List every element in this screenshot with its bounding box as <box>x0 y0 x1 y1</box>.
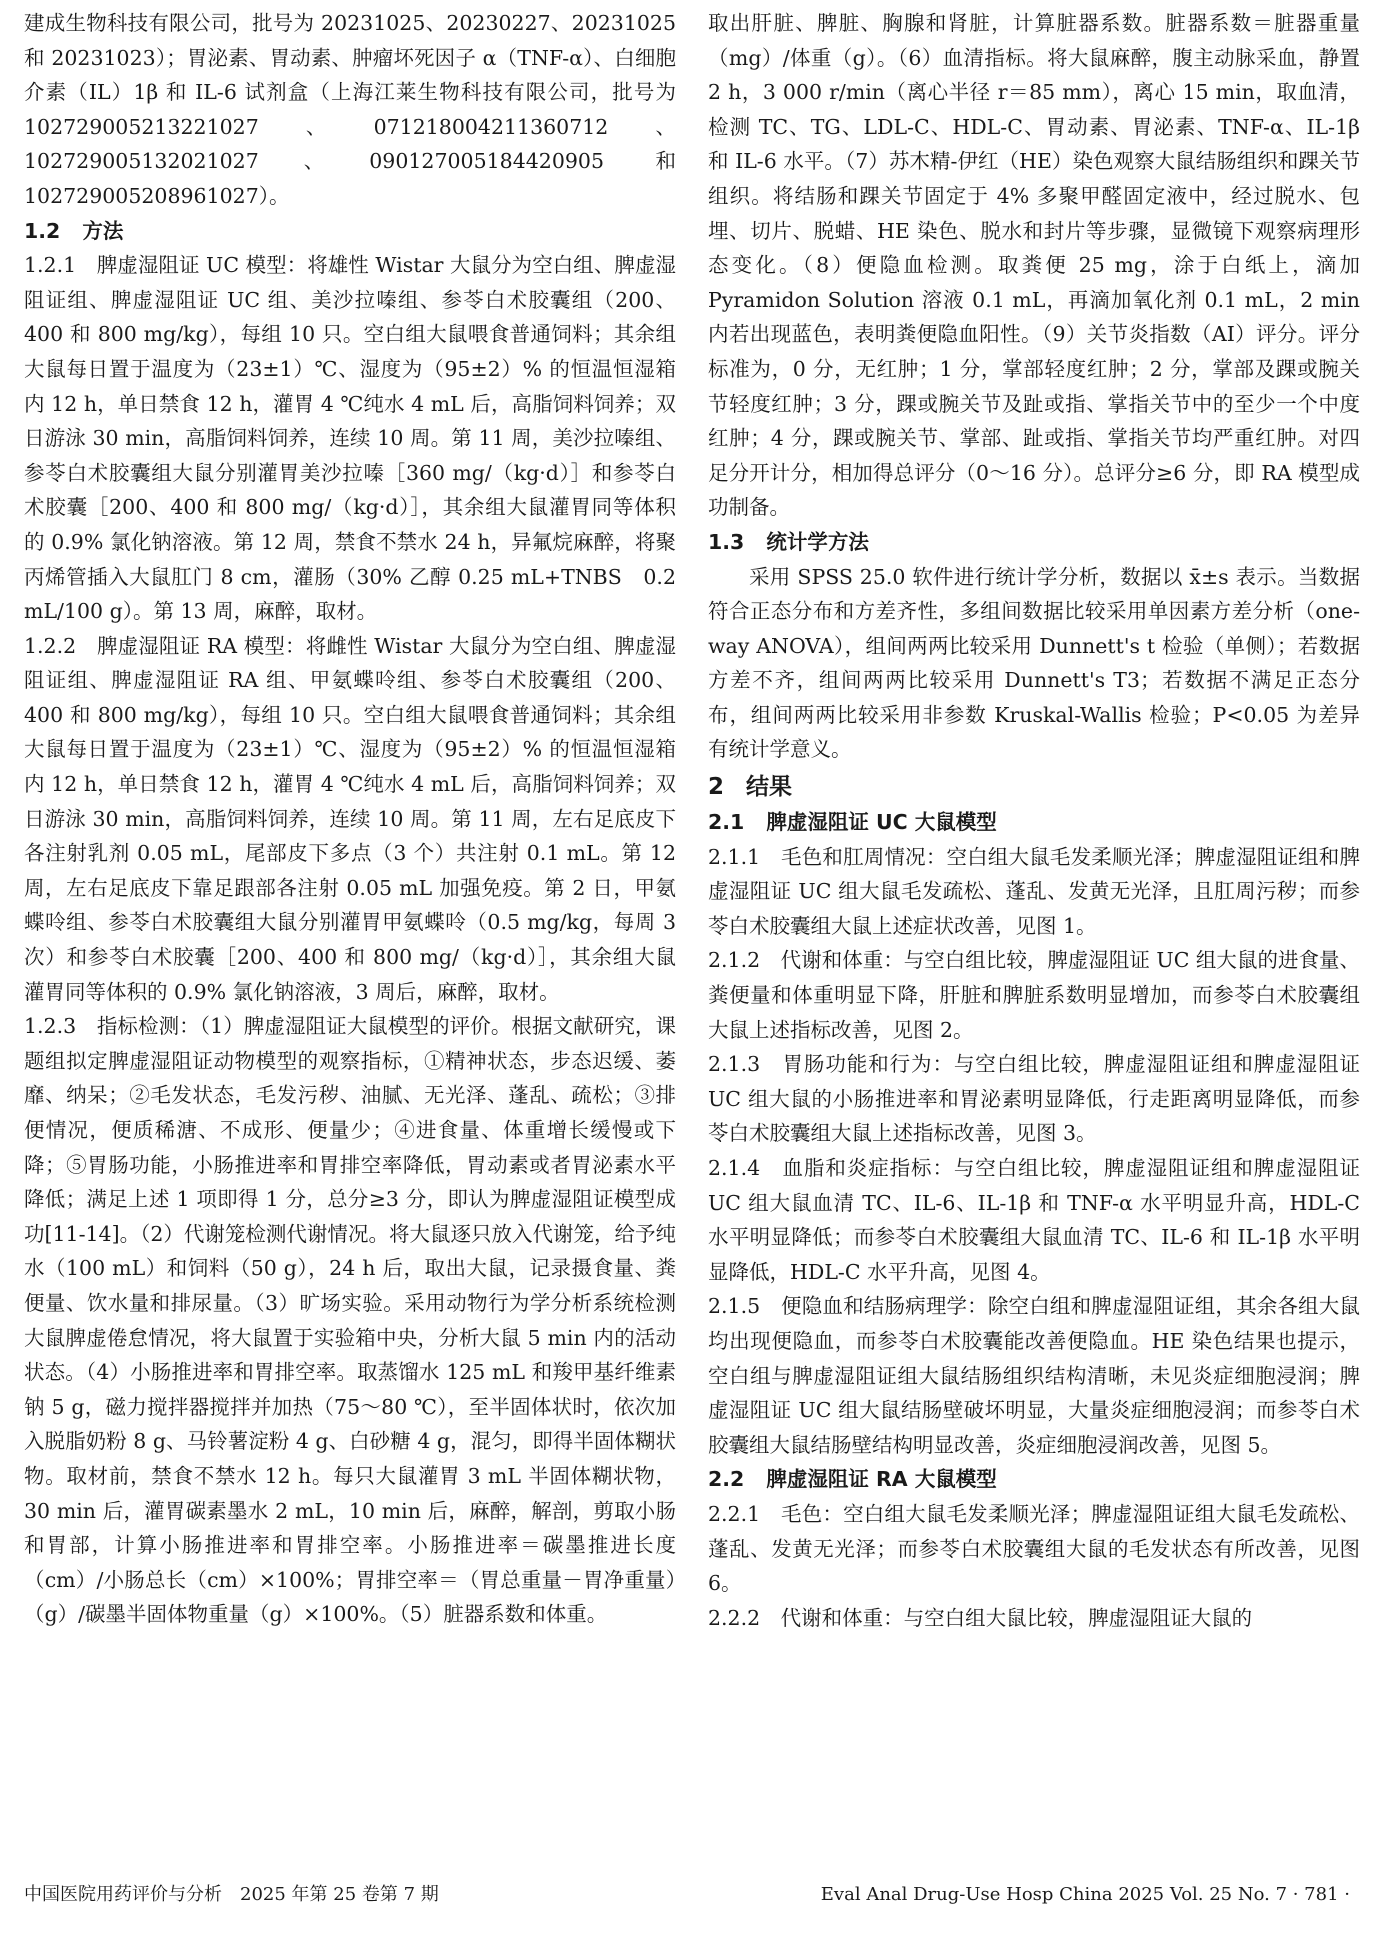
section-heading <box>708 805 1360 840</box>
paragraph: 2.1.1 毛色和肛周情况：空白组大鼠毛发柔顺光泽；脾虚湿阻证组和脾虚湿阻证 UC 组大鼠毛发疏松、蓬乱、发黄无光泽，且肛周污秽；而参苓白术胶囊组大鼠上述症状改善，见图 1。 <box>708 844 1360 938</box>
section-title: 方法 <box>82 218 124 243</box>
section-title: 脾虚湿阻证 UC 大鼠模型 <box>766 810 997 835</box>
section-title: 脾虚湿阻证 RA 大鼠模型 <box>766 1467 997 1492</box>
paragraph: 取出肝脏、脾脏、胸腺和肾脏，计算脏器系数。脏器系数＝脏器重量（mg）/体重（g）。（6）血清指标。将大鼠麻醉，腹主动脉采血，静置 2 h，3 000 r/min（离心半径 r＝85 mm），离心 15 min，取血清，检测 TC、TG、LDL-C、HDL-C、胃动素、胃泌素、TNF-α、IL-1β 和 IL-6 水平。（7）苏木精-伊红（HE）染色观察大鼠结肠组织和踝关节组织。将结肠和踝关节固定于 4% 多聚甲醛固定液中，经过脱水、包埋、切片、脱蜡、HE 染色、脱水和封片等步骤，显微镜下观察病理形态变化。（8）便隐血检测。取粪便 25 mg，涂于白纸上，滴加 Pyramidon Solution 溶液 0.1 mL，再滴加氧化剂 0.1 mL，2 min 内若出现蓝色，表明粪便隐血阳性。（9）关节炎指数（AI）评分。评分标准为，0 分，无红肿；1 分，掌部轻度红肿；2 分，掌部及踝或腕关节轻度红肿；3 分，踝或腕关节及趾或指、掌指关节中的至少一个中度红肿；4 分，踝或腕关节、掌部、趾或指、掌指关节均严重红肿。对四足分开计分，相加得总评分（0～16 分）。总评分≥6 分，即 RA 模型成功制备。 <box>708 11 1360 520</box>
paragraph: 1.2.2 脾虚湿阻证 RA 模型：将雌性 Wistar 大鼠分为空白组、脾虚湿阻证组、脾虚湿阻证 RA 组、甲氨蝶呤组、参苓白术胶囊组（200、400 和 800 mg/kg），每组 10 只。空白组大鼠喂食普通饲料；其余组大鼠每日置于温度为（23±1）℃、湿度为（95±2）% 的恒温恒湿箱内 12 h，单日禁食 12 h，灌胃 4 ℃纯水 4 mL 后，高脂饲料饲养；双日游泳 30 min，高脂饲料饲养，连续 10 周。第 11 周，左右足底皮下各注射乳剂 0.05 mL，尾部皮下多点（3 个）共注射 0.1 mL。第 12 周，左右足底皮下靠足跟部各注射 0.05 mL 加强免疫。第 2 日，甲氨蝶呤组、参苓白术胶囊组大鼠分别灌胃甲氨蝶呤（0.5 mg/kg，每周 3 次）和参苓白术胶囊［200、400 和 800 mg/（kg·d）］，其余组大鼠灌胃同等体积的 0.9% 氯化钠溶液，3 周后，麻醉，取材。 <box>24 633 676 1004</box>
paragraph: 2.1.3 胃肠功能和行为：与空白组比较，脾虚湿阻证组和脾虚湿阻证 UC 组大鼠的小肠推进率和胃泌素明显降低，行走距离明显降低，而参苓白术胶囊组大鼠上述指标改善，见图 3。 <box>708 1052 1360 1146</box>
section-heading <box>708 525 1360 560</box>
paragraph: 1.2.3 指标检测：（1）脾虚湿阻证大鼠模型的评价。根据文献研究，课题组拟定脾虚湿阻证动物模型的观察指标，①精神状态，步态迟缓、萎靡、纳呆；②毛发状态，毛发污秽、油腻、无光泽、蓬乱、疏松；③排便情况，便质稀溏、不成形、便量少；④进食量、体重增长缓慢或下降；⑤胃肠功能，小肠推进率和胃排空率降低，胃动素或者胃泌素水平降低；满足上述 1 项即得 1 分，总分≥3 分，即认为脾虚湿阻证模型成功[11-14]。（2）代谢笼检测代谢情况。将大鼠逐只放入代谢笼，给予纯水（100 mL）和饲料（50 g），24 h 后，取出大鼠，记录摄食量、粪便量、饮水量和排尿量。（3）旷场实验。采用动物行为学分析系统检测大鼠脾虚倦怠情况，将大鼠置于实验箱中央，分析大鼠 5 min 内的活动状态。（4）小肠推进率和胃排空率。取蒸馏水 125 mL 和羧甲基纤维素钠 5 g，磁力搅拌器搅拌并加热（75～80 ℃），至半固体状时，依次加入脱脂奶粉 8 g、马铃薯淀粉 4 g、白砂糖 4 g，混匀，即得半固体糊状物。取材前，禁食不禁水 12 h。每只大鼠灌胃 3 mL 半固体糊状物，30 min 后，灌胃碳素墨水 2 mL，10 min 后，麻醉，解剖，剪取小肠和胃部，计算小肠推进率和胃排空率。小肠推进率＝碳墨推进长度（cm）/小肠总长（cm）×100%；胃排空率＝（胃总重量－胃净重量）（g）/碳墨半固体物重量（g）×100%。（5）脏器系数和体重。 <box>24 1014 676 1627</box>
journal-name-cn: 中国医院用药评价与分析 2025 年第 25 卷第 7 期 <box>24 1884 439 1905</box>
section-heading <box>708 769 1360 805</box>
left-column <box>24 6 676 1846</box>
page-footer <box>24 1880 1350 1910</box>
section-title: 统计学方法 <box>766 529 869 554</box>
right-column <box>708 6 1360 1846</box>
section-number: 1.2 <box>24 218 61 243</box>
section-heading <box>24 214 676 249</box>
paragraph: 1.2.1 脾虚湿阻证 UC 模型：将雄性 Wistar 大鼠分为空白组、脾虚湿阻证组、脾虚湿阻证 UC 组、美沙拉嗪组、参苓白术胶囊组（200、400 和 800 mg/kg），每组 10 只。空白组大鼠喂食普通饲料；其余组大鼠每日置于温度为（23±1）℃、湿度为（95±2）% 的恒温恒湿箱内 12 h，单日禁食 12 h，灌胃 4 ℃纯水 4 mL 后，高脂饲料饲养；双日游泳 30 min，高脂饲料饲养，连续 10 周。第 11 周，美沙拉嗪组、参苓白术胶囊组大鼠分别灌胃美沙拉嗪［360 mg/（kg·d）］和参苓白术胶囊［200、400 和 800 mg/（kg·d）］，其余组大鼠灌胃同等体积的 0.9% 氯化钠溶液。第 12 周，禁食不禁水 24 h，异氟烷麻醉，将聚丙烯管插入大鼠肛门 8 cm，灌肠（30% 乙醇 0.25 mL+TNBS 0.2 mL/100 g）。第 13 周，麻醉，取材。 <box>24 253 676 624</box>
section-number: 1.3 <box>708 529 745 554</box>
paragraph: 建成生物科技有限公司，批号为 20231025、20230227、20231025 和 20231023）；胃泌素、胃动素、肿瘤坏死因子 α（TNF-α）、白细胞介素（IL）1β 和 IL-6 试剂盒（上海江莱生物科技有限公司，批号为 102729005213221027、071218004211360712、102729005132021027、090127005184420905 和 102729005208961027）。 <box>24 11 676 208</box>
paragraph: 2.1.4 血脂和炎症指标：与空白组比较，脾虚湿阻证组和脾虚湿阻证 UC 组大鼠血清 TC、IL-6、IL-1β 和 TNF-α 水平明显升高，HDL-C 水平明显降低；而参苓白术胶囊组大鼠血清 TC、IL-6 和 IL-1β 水平明显降低，HDL-C 水平升高，见图 4。 <box>708 1156 1360 1284</box>
paragraph: 2.2.2 代谢和体重：与空白组大鼠比较，脾虚湿阻证大鼠的 <box>708 1605 1253 1630</box>
journal-citation-en: Eval Anal Drug-Use Hosp China 2025 Vol. 25 No. 7 · 781 · <box>820 1884 1350 1905</box>
paragraph: 2.1.2 代谢和体重：与空白组比较，脾虚湿阻证 UC 组大鼠的进食量、粪便量和体重明显下降，肝脏和脾脏系数明显增加，而参苓白术胶囊组大鼠上述指标改善，见图 2。 <box>708 948 1360 1042</box>
paragraph: 采用 SPSS 25.0 软件进行统计学分析，数据以 x̄±s 表示。当数据符合正态分布和方差齐性，多组间数据比较采用单因素方差分析（one-way ANOVA），组间两两比较采用 Dunnett's t 检验（单侧）；若数据方差不齐，组间两两比较采用 Dunnett's T3；若数据不满足正态分布，组间两两比较采用非参数 Kruskal-Wallis 检验；P<0.05 为差异有统计学意义。 <box>708 564 1360 762</box>
paragraph: 2.1.5 便隐血和结肠病理学：除空白组和脾虚湿阻证组，其余各组大鼠均出现便隐血，而参苓白术胶囊能改善便隐血。HE 染色结果也提示，空白组与脾虚湿阻证组大鼠结肠组织结构清晰，未见炎症细胞浸润；脾虚湿阻证 UC 组大鼠结肠壁破坏明显，大量炎症细胞浸润；而参苓白术胶囊组大鼠结肠壁结构明显改善，炎症细胞浸润改善，见图 5。 <box>708 1294 1360 1457</box>
section-title: 结果 <box>746 774 793 801</box>
section-number: 2 <box>708 774 725 801</box>
paragraph: 2.2.1 毛色：空白组大鼠毛发柔顺光泽；脾虚湿阻证组大鼠毛发疏松、蓬乱、发黄无光泽；而参苓白术胶囊组大鼠的毛发状态有所改善，见图 6。 <box>708 1501 1360 1596</box>
section-number: 2.2 <box>708 1467 745 1492</box>
section-number: 2.1 <box>708 810 745 835</box>
section-heading <box>708 1462 1360 1497</box>
